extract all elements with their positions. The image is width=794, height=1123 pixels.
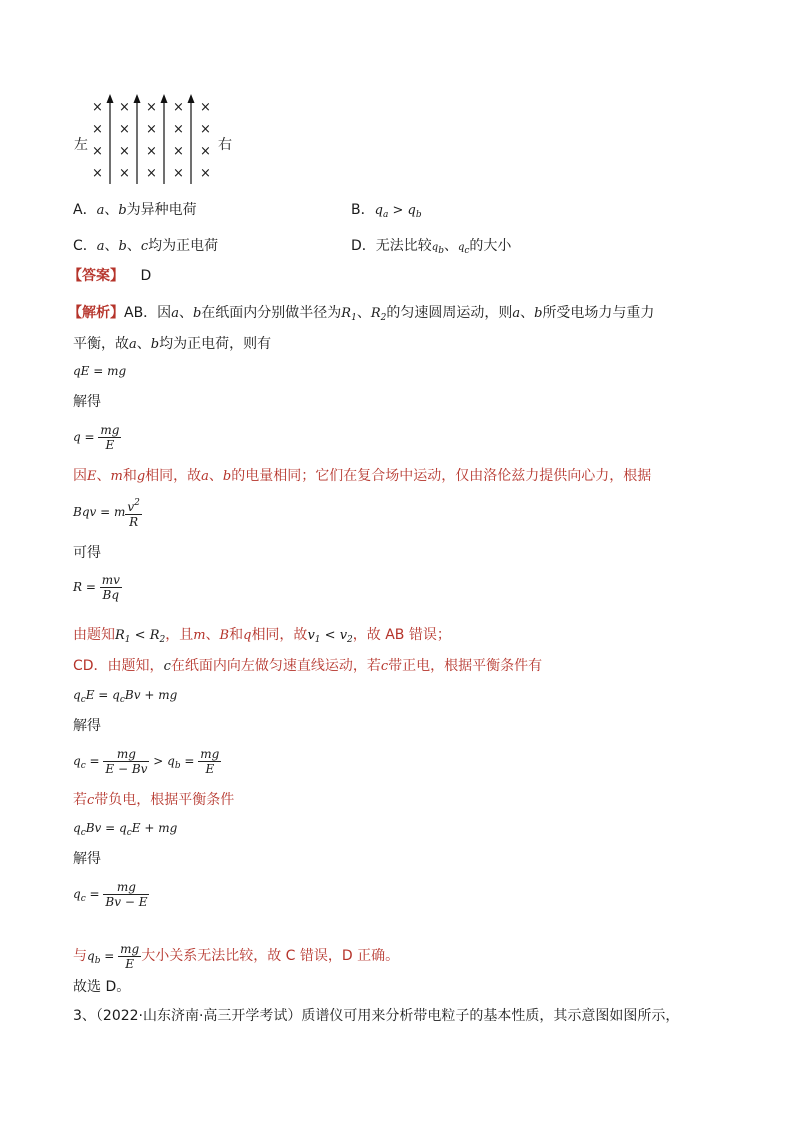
equation-3: Bqv = m $\frac{v^2}{R}$	[73, 498, 140, 529]
field-cross: ×	[92, 100, 103, 115]
text: 均为正电荷，则有	[159, 336, 272, 352]
field-cross: ×	[119, 122, 130, 137]
math-b: b	[192, 306, 202, 321]
field-cross: ×	[92, 144, 103, 159]
field-cross: ×	[146, 144, 157, 159]
sep: 、	[208, 468, 223, 484]
r1: $R_1$	[341, 306, 357, 323]
text: 相同，故	[251, 627, 308, 643]
answer-value: D	[140, 268, 152, 284]
math-a: a	[96, 239, 105, 254]
analysis-line-5	[73, 656, 542, 677]
v1-lt-v2: $v_1 < v_2$	[307, 628, 353, 645]
figure-left-label: 左	[74, 137, 88, 153]
option-a-label: A．	[73, 202, 97, 218]
sep: 、	[443, 238, 458, 254]
option-b-label: B．	[351, 202, 375, 218]
solve-label-2: 解得	[73, 718, 101, 734]
equation-4: R = $\frac{mv}{Bq}$	[73, 573, 120, 602]
answer-label: 【答案】	[68, 268, 124, 284]
option-d-qb: qb	[431, 242, 444, 256]
text: CD．由题知，	[73, 658, 164, 674]
text: 的电量相同；它们在复合场中运动，仅由洛伦兹力提供向心力，根据	[231, 468, 652, 484]
option-d-label: D．	[351, 238, 376, 254]
math-g: g	[136, 469, 146, 484]
option-d-text2: 的大小	[469, 238, 512, 254]
text: 因	[73, 468, 87, 484]
math-a: a	[129, 337, 137, 352]
field-cross: ×	[146, 122, 157, 137]
analysis-line-7	[73, 942, 399, 971]
sep: 、	[126, 238, 141, 254]
r1-lt-r2: $R_1 < R_2$	[115, 628, 166, 645]
analysis-line-4	[73, 625, 451, 650]
field-cross: ×	[173, 166, 184, 181]
equation-8: $q_c$ = $\frac{mg}{Bv - E}$	[73, 880, 148, 909]
analysis-line-2	[73, 334, 271, 355]
math-b: b	[150, 337, 160, 352]
text: AB．因	[124, 305, 172, 321]
option-b	[351, 200, 422, 225]
analysis-line-3	[73, 466, 651, 487]
equation-1: qE = mg	[73, 364, 127, 378]
text: 带正电，根据平衡条件有	[388, 658, 543, 674]
field-cross: ×	[146, 166, 157, 181]
sep: 、	[104, 202, 119, 218]
figure-right-label: 右	[218, 137, 232, 153]
field-cross: ×	[92, 122, 103, 137]
text: 大小关系无法比较，故 C 错误，D 正确。	[141, 948, 400, 964]
math-E: E	[87, 469, 97, 484]
r2: $R_2$	[370, 306, 387, 323]
equation-6: $q_c$ = $\frac{mg}{E - Bv}$ > $q_b$ = $\frac{mg}{E}$	[73, 747, 220, 776]
field-cross: ×	[119, 144, 130, 159]
equation-7: $q_cBv = q_cE$ + mg	[73, 821, 178, 838]
obtain-label: 可得	[73, 545, 101, 561]
option-a	[73, 200, 197, 221]
next-question: 3、（2022·山东济南·高三开学考试）质谱仪可用来分析带电粒子的基本性质，其示意图如图所示，	[73, 1008, 680, 1024]
math-b: b	[222, 469, 232, 484]
math-m: m	[110, 469, 123, 484]
math-q: q	[243, 628, 252, 643]
analysis-line-1	[68, 303, 654, 328]
field-cross: ×	[92, 166, 103, 181]
math-b: b	[118, 203, 127, 218]
conclusion: 故选 D。	[73, 979, 131, 995]
math-b: b	[534, 306, 543, 321]
analysis-line-6	[73, 790, 234, 811]
math-c: c	[140, 239, 149, 254]
sep: 、	[178, 305, 193, 321]
sep: 、	[136, 336, 151, 352]
field-cross: ×	[200, 122, 211, 137]
math-a: a	[96, 203, 105, 218]
option-d-text1: 无法比较	[375, 238, 432, 254]
text: ，且	[165, 627, 194, 643]
field-cross: ×	[146, 100, 157, 115]
text: 带负电，根据平衡条件	[94, 792, 235, 808]
math-m: m	[193, 628, 206, 643]
field-cross: ×	[173, 144, 184, 159]
text: ，故 AB 错误；	[352, 627, 451, 643]
sep: 、	[104, 238, 119, 254]
sep: 、	[205, 627, 220, 643]
field-cross: ×	[200, 166, 211, 181]
option-b-expr: $q_a > q_b$	[374, 203, 422, 220]
option-d-qc: qc	[457, 242, 470, 256]
text: 若	[73, 792, 87, 808]
text: 相同，故	[145, 468, 202, 484]
field-cross: ×	[173, 100, 184, 115]
math-c: c	[380, 659, 389, 674]
math-b: b	[118, 239, 127, 254]
field-cross: ×	[119, 100, 130, 115]
math-c: c	[163, 659, 171, 674]
text: 在纸面内分别做半径为	[201, 305, 342, 321]
option-c-text: 均为正电荷	[148, 238, 219, 254]
text: 所受电场力与重力	[542, 305, 655, 321]
field-cross: ×	[173, 122, 184, 137]
option-c-label: C．	[73, 238, 97, 254]
analysis-label: 【解析】	[68, 305, 124, 321]
field-cross: ×	[119, 166, 130, 181]
qb-expr: $q_b$ = $\frac{mg}{E}$	[87, 942, 140, 971]
sep: 、	[96, 468, 111, 484]
equation-2: q = $\frac{mg}{E}$	[73, 423, 120, 452]
option-d	[351, 236, 511, 261]
text: 的匀速圆周运动，则	[386, 305, 513, 321]
field-cross: ×	[200, 144, 211, 159]
math-a: a	[171, 306, 179, 321]
answer-line	[68, 266, 151, 286]
math-c: c	[87, 793, 95, 808]
solve-label-3: 解得	[73, 851, 101, 867]
math-B: B	[219, 628, 230, 643]
option-a-text: 为异种电荷	[126, 202, 197, 218]
text: 由题知	[73, 627, 115, 643]
equation-5: $q_cE = q_cBv$ + mg	[73, 688, 178, 705]
text: 平衡，故	[73, 336, 129, 352]
option-c	[73, 236, 218, 257]
text: 在纸面内向左做匀速直线运动，若	[170, 658, 381, 674]
text: 和	[229, 627, 244, 643]
sep: 、	[356, 305, 371, 321]
sep: 、	[520, 305, 535, 321]
field-cross: ×	[200, 100, 211, 115]
text: 和	[122, 468, 137, 484]
math-a: a	[201, 469, 209, 484]
solve-label-1: 解得	[73, 394, 101, 410]
text: 与	[73, 948, 87, 964]
math-a: a	[512, 306, 521, 321]
